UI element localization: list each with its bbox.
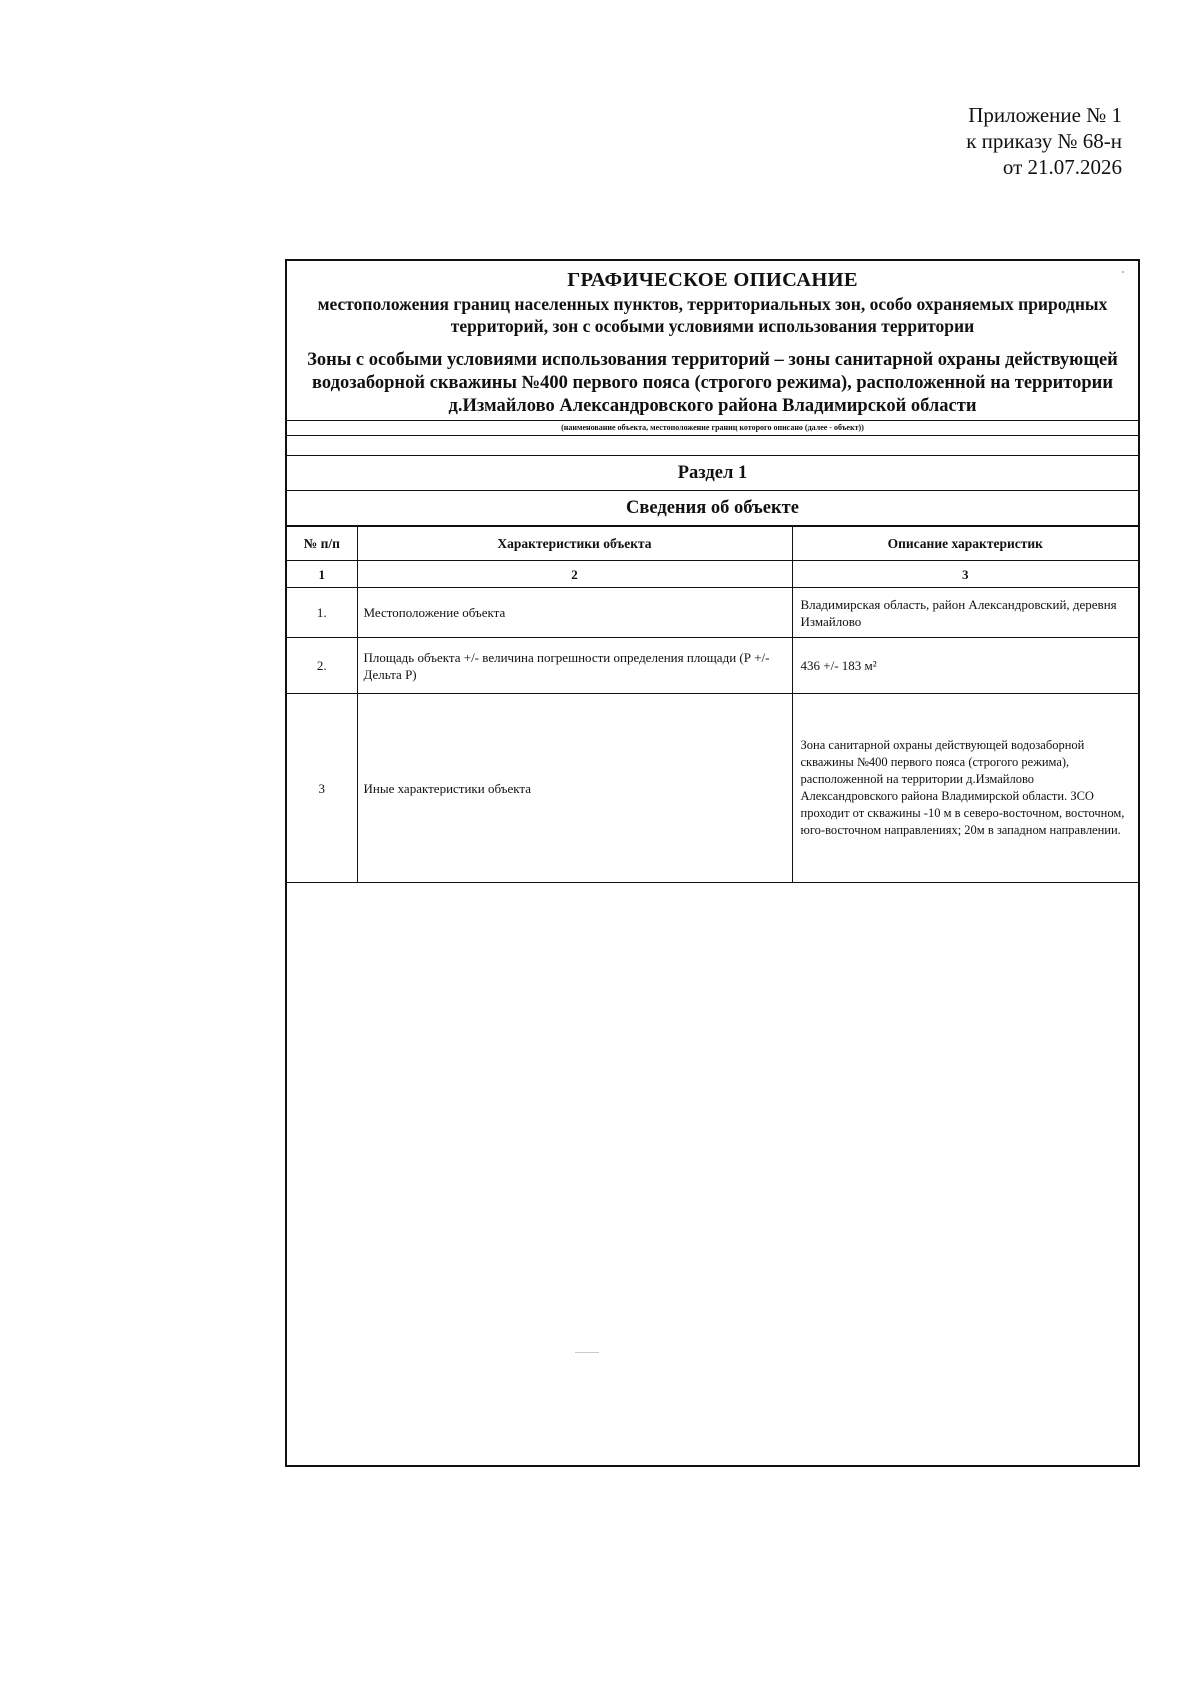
row-characteristic: Иные характеристики объекта [357, 694, 792, 883]
column-number-row [287, 561, 1138, 588]
column-number: 3 [792, 561, 1138, 588]
header-characteristic: Характеристики объекта [357, 526, 792, 561]
document-frame [285, 259, 1140, 1467]
row-number: 2. [287, 638, 357, 694]
table-row [287, 694, 1138, 883]
row-characteristic: Местоположение объекта [357, 588, 792, 638]
blank-row [287, 435, 1138, 455]
document-subtitle: местоположения границ населенных пунктов, территориальных зон, особо охраняемых природных территорий, зон с особыми условиями использования территории [317, 294, 1108, 336]
row-number: 3 [287, 694, 357, 883]
header-description: Описание характеристик [792, 526, 1138, 561]
row-description: Зона санитарной охраны действующей водозаборной скважины №400 первого пояса (строгого режима), расположенной на территории д.Измайлово Александровского района Владимирской области. ЗСО проходит от скважины -10 м в северо-восточном, восточном, юго-восточном направлениях; 20м в западном направлении. [792, 694, 1138, 883]
object-caption: (наименование объекта, местоположение границ которого описано (далее - объект)) [287, 420, 1138, 435]
row-number: 1. [287, 588, 357, 638]
row-description: 436 +/- 183 м² [792, 638, 1138, 694]
table-row [287, 588, 1138, 638]
appendix-number: Приложение № 1 [968, 103, 1122, 127]
header-number: № п/п [287, 526, 357, 561]
scan-mark [575, 1352, 599, 1353]
table-row [287, 638, 1138, 694]
table-header-row [287, 526, 1138, 561]
document-title: ГРАФИЧЕСКОЕ ОПИСАНИЕ [567, 269, 858, 291]
row-description: Владимирская область, район Александровский, деревня Измайлово [792, 588, 1138, 638]
appendix-reference [722, 102, 1122, 180]
column-number: 1 [287, 561, 357, 588]
object-characteristics-table [287, 525, 1138, 883]
object-title: Зоны с особыми условиями использования территорий – зоны санитарной охраны действующей водозаборной скважины №400 первого пояса (строгого режима), расположенной на территории д.Измайлово Александровского района Владимирской области [307, 350, 1118, 416]
column-number: 2 [357, 561, 792, 588]
scan-speck [1122, 271, 1124, 273]
section-title: Раздел 1 [287, 455, 1138, 490]
title-block [287, 261, 1138, 418]
row-characteristic: Площадь объекта +/- величина погрешности определения площади (Р +/- Дельта Р) [357, 638, 792, 694]
order-date: от 21.07.2026 [1002, 155, 1122, 179]
order-number: к приказу № 68-н [966, 129, 1122, 153]
object-info-title: Сведения об объекте [287, 490, 1138, 525]
